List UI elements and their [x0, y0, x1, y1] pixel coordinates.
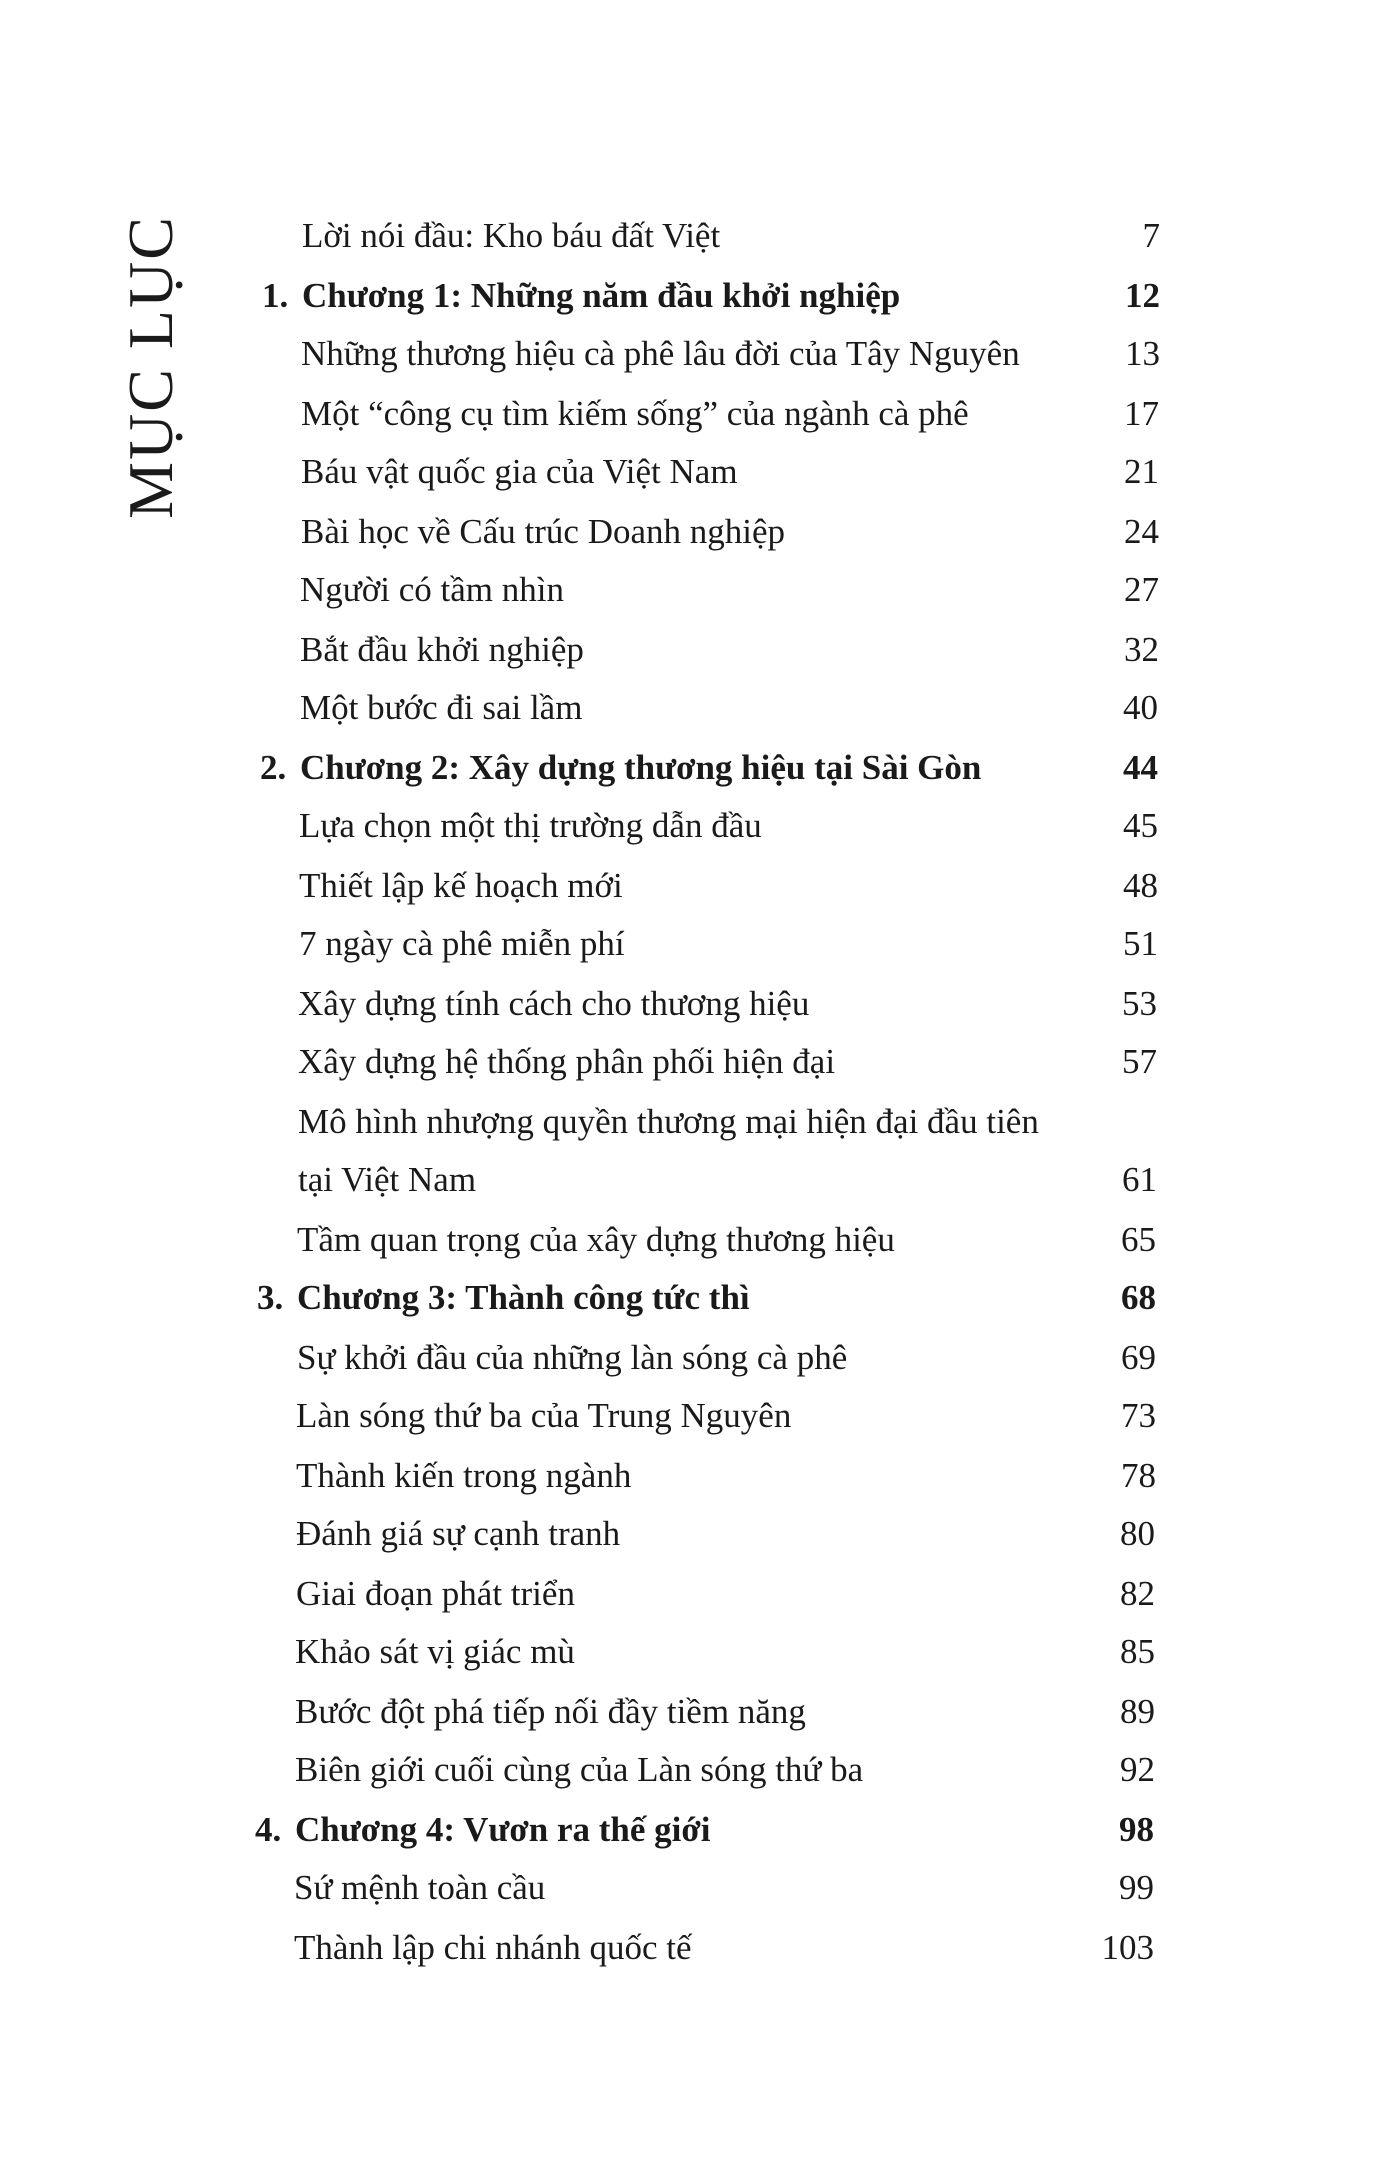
toc-entry — [301, 388, 969, 440]
toc-entry — [296, 1568, 575, 1620]
toc-page-number: 69 — [1121, 1338, 1156, 1377]
toc-entry-label: Người có tầm nhìn — [300, 570, 564, 609]
toc-entry — [300, 564, 564, 616]
toc-page-number: 68 — [1121, 1278, 1156, 1317]
toc-entry-label: Chương 3: Thành công tức thì — [297, 1278, 750, 1317]
toc-entry — [302, 210, 720, 262]
toc-page-number: 48 — [1123, 866, 1158, 905]
toc-page-number: 53 — [1122, 984, 1157, 1023]
chapter-number: 4. — [255, 1810, 282, 1849]
toc-entry — [297, 1214, 895, 1266]
toc-entry-label: Đánh giá sự cạnh tranh — [296, 1514, 621, 1553]
toc-entry-label: Xây dựng hệ thống phân phối hiện đại — [298, 1042, 836, 1081]
toc-entry-label: Bài học về Cấu trúc Doanh nghiệp — [301, 512, 786, 551]
toc-page-number: 51 — [1123, 924, 1158, 963]
toc-entry — [298, 1154, 476, 1206]
toc-entry-label: Sự khởi đầu của những làn sóng cà phê — [297, 1338, 848, 1377]
toc-entry-label: Làn sóng thứ ba của Trung Nguyên — [296, 1396, 792, 1435]
toc-entry-label: 7 ngày cà phê miễn phí — [299, 924, 625, 963]
toc-entry-label: Tầm quan trọng của xây dựng thương hiệu — [297, 1220, 895, 1259]
toc-page-number: 27 — [1124, 570, 1159, 609]
toc-entry — [295, 1744, 863, 1796]
toc-entry — [296, 1390, 791, 1442]
toc-chapter-entry — [262, 270, 900, 322]
toc-entry — [300, 682, 582, 734]
toc-chapter-entry — [255, 1804, 711, 1856]
toc-entry — [301, 506, 785, 558]
toc-entry-label: Bắt đầu khởi nghiệp — [300, 630, 584, 669]
toc-page-number: 44 — [1123, 748, 1158, 787]
toc-page-number: 13 — [1125, 334, 1160, 373]
chapter-number: 3. — [257, 1278, 284, 1317]
toc-entry — [301, 446, 738, 498]
toc-entry — [295, 1626, 575, 1678]
toc-page-number: 45 — [1123, 806, 1158, 845]
toc-entry — [298, 1096, 1039, 1148]
toc-entry-label: Chương 4: Vươn ra thế giới — [295, 1810, 711, 1849]
toc-page-number: 78 — [1121, 1456, 1156, 1495]
toc-entry — [301, 328, 1020, 380]
toc-entry-label: Một “công cụ tìm kiếm sống” của ngành cà phê — [301, 394, 969, 433]
toc-page-number: 80 — [1120, 1514, 1155, 1553]
toc-page-number: 85 — [1120, 1632, 1155, 1671]
toc-entry — [296, 1508, 620, 1560]
toc-entry-label: Những thương hiệu cà phê lâu đời của Tây Nguyên — [301, 334, 1020, 373]
toc-entry-label: Báu vật quốc gia của Việt Nam — [301, 452, 738, 491]
toc-entry-label: Giai đoạn phát triển — [296, 1574, 575, 1613]
toc-page-number: 98 — [1119, 1810, 1154, 1849]
toc-entry — [295, 1686, 806, 1738]
toc-entry-label: Chương 2: Xây dựng thương hiệu tại Sài Gòn — [300, 748, 982, 787]
page-title-text: MỤC LỤC — [115, 215, 186, 519]
toc-page-number: 61 — [1122, 1160, 1157, 1199]
toc-entry — [299, 860, 623, 912]
toc-entry — [294, 1922, 692, 1974]
toc-entry-label: Thành kiến trong ngành — [296, 1456, 632, 1495]
toc-chapter-entry — [257, 1272, 750, 1324]
toc-entry-label: Lựa chọn một thị trường dẫn đầu — [299, 806, 762, 845]
toc-entry — [296, 1450, 631, 1502]
toc-page-number: 32 — [1124, 630, 1159, 669]
toc-entry-label: Một bước đi sai lầm — [300, 688, 583, 727]
toc-page-number: 82 — [1120, 1574, 1155, 1613]
toc-entry-label: Lời nói đầu: Kho báu đất Việt — [302, 216, 721, 255]
toc-page-number: 17 — [1124, 394, 1159, 433]
toc-page-number: 65 — [1121, 1220, 1156, 1259]
toc-entry-label: Biên giới cuối cùng của Làn sóng thứ ba — [295, 1750, 864, 1789]
toc-chapter-entry — [260, 742, 981, 794]
toc-entry-label: Thiết lập kế hoạch mới — [299, 866, 623, 905]
toc-page-number: 103 — [1101, 1928, 1154, 1967]
toc-page-number: 92 — [1120, 1750, 1155, 1789]
toc-page-number: 12 — [1125, 276, 1160, 315]
toc-entry-label: tại Việt Nam — [298, 1160, 477, 1199]
toc-page-number: 89 — [1120, 1692, 1155, 1731]
toc-page-number: 57 — [1122, 1042, 1157, 1081]
toc-entry — [299, 800, 762, 852]
toc-page-number: 7 — [1142, 216, 1160, 255]
toc-entry-label: Khảo sát vị giác mù — [295, 1632, 575, 1671]
chapter-number: 1. — [262, 276, 289, 315]
toc-entry-label: Sứ mệnh toàn cầu — [294, 1868, 546, 1907]
toc-page-number: 73 — [1121, 1396, 1156, 1435]
chapter-number: 2. — [260, 748, 287, 787]
toc-page-number: 40 — [1123, 688, 1158, 727]
toc-entry-label: Mô hình nhượng quyền thương mại hiện đại đầu tiên — [298, 1102, 1039, 1141]
toc-entry — [299, 918, 625, 970]
toc-entry — [298, 1036, 835, 1088]
toc-entry — [298, 978, 809, 1030]
toc-page-number: 21 — [1124, 452, 1159, 491]
toc-entry-label: Xây dựng tính cách cho thương hiệu — [298, 984, 810, 1023]
toc-entry-label: Chương 1: Những năm đầu khởi nghiệp — [302, 276, 901, 315]
toc-page-number: 99 — [1119, 1868, 1154, 1907]
toc-entry — [297, 1332, 847, 1384]
toc-entry-label: Thành lập chi nhánh quốc tế — [294, 1928, 692, 1967]
toc-entry — [300, 624, 584, 676]
toc-entry — [294, 1862, 545, 1914]
toc-entry-label: Bước đột phá tiếp nối đầy tiềm năng — [295, 1692, 806, 1731]
toc-page-number: 24 — [1124, 512, 1159, 551]
